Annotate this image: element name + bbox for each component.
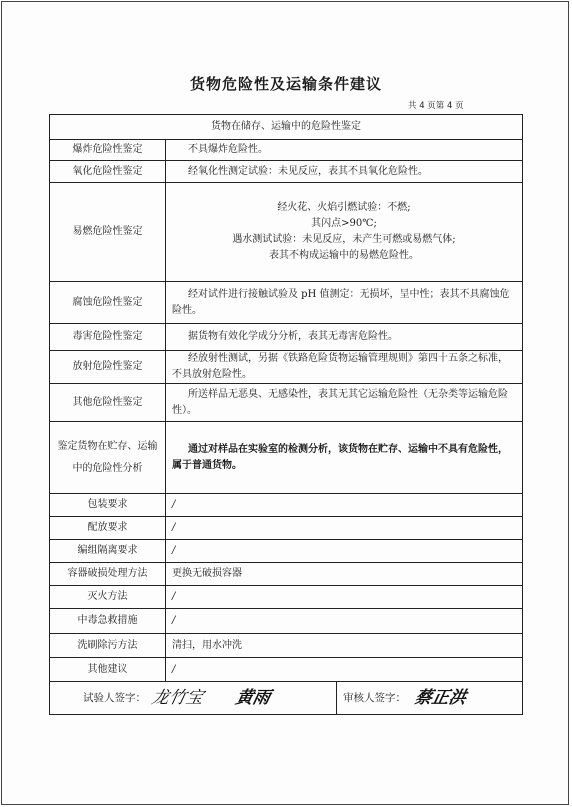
conclusion-value: 通过对样品在实验室的检测分析，该货物在贮存、运输中不具有危险性，属于普通货物。: [166, 422, 523, 494]
table-row: [50, 161, 523, 183]
other-hazard-label: 其他危险性鉴定: [50, 384, 166, 422]
oxidizing-hazard-label: 氧化危险性鉴定: [50, 161, 166, 183]
packaging-requirement-value: /: [166, 494, 523, 517]
cleaning-method-value: 清扫，用水冲洗: [166, 634, 523, 658]
table-row: [50, 517, 523, 540]
table-row: [50, 183, 523, 282]
container-damage-label: 容器破损处理方法: [50, 563, 166, 586]
fire-fighting-label: 灭火方法: [50, 586, 166, 609]
table-row: [50, 384, 523, 422]
corrosive-hazard-label: 腐蚀危险性鉴定: [50, 282, 166, 324]
container-damage-value: 更换无破损容器: [166, 563, 523, 586]
other-advice-label: 其他建议: [50, 658, 166, 682]
hazard-assessment-table: [49, 114, 523, 715]
corrosive-hazard-value: 经对试件进行接触试验及 pH 值测定：无损坏，呈中性；表其不具腐蚀危险性。: [166, 282, 523, 324]
flammable-hazard-value: [166, 183, 523, 282]
toxic-hazard-label: 毒害危险性鉴定: [50, 324, 166, 351]
table-row: [50, 586, 523, 609]
table-row: [50, 658, 523, 682]
section-header-row: [50, 115, 523, 140]
stowage-requirement-value: /: [166, 517, 523, 540]
table-row: [50, 609, 523, 634]
other-advice-value: /: [166, 658, 523, 682]
oxidizing-hazard-value: 经氧化性测定试验：未见反应，表其不具氧化危险性。: [166, 161, 523, 183]
table-row: [50, 140, 523, 161]
flammable-line: 表其不构成运输中的易燃危险性。: [269, 250, 419, 261]
signature-cell: [50, 682, 523, 715]
flammable-hazard-label: 易燃危险性鉴定: [50, 183, 166, 282]
signature-row: [50, 682, 523, 715]
flammable-line: 其闪点>90℃;: [311, 218, 377, 229]
table-row: [50, 494, 523, 517]
page-number: 共 4 页第 4 页: [408, 101, 464, 111]
signature-divider: [336, 682, 337, 714]
packaging-requirement-label: 包装要求: [50, 494, 166, 517]
conclusion-label: 鉴定货物在贮存、运输中的危险性分析: [50, 422, 166, 494]
table-row: [50, 634, 523, 658]
other-hazard-value: 所送样品无恶臭、无感染性，表其无其它运输危险性（无杂类等运输危险性）。: [166, 384, 523, 422]
flammable-line: 经火花、火焰引燃试验：不燃;: [277, 202, 411, 213]
segregation-requirement-label: 编组隔离要求: [50, 540, 166, 563]
stowage-requirement-label: 配放要求: [50, 517, 166, 540]
table-row: [50, 563, 523, 586]
table-row: [50, 351, 523, 384]
fire-fighting-value: /: [166, 586, 523, 609]
table-row: [50, 422, 523, 494]
radioactive-hazard-value: 经放射性测试，另据《铁路危险货物运输管理规则》第四十五条之标准，不具放射危险性。: [166, 351, 523, 384]
radioactive-hazard-label: 放射危险性鉴定: [50, 351, 166, 384]
explosive-hazard-value: 不具爆炸危险性。: [166, 140, 523, 161]
table-row: [50, 540, 523, 563]
tester-signature-label: 试验人签字：: [83, 692, 146, 704]
reviewer-signature: 蔡正洪: [412, 688, 469, 708]
segregation-requirement-value: /: [166, 540, 523, 563]
first-aid-value: /: [166, 609, 523, 634]
signature-bar: [50, 682, 522, 714]
first-aid-label: 中毒急救措施: [50, 609, 166, 634]
table-row: [50, 324, 523, 351]
toxic-hazard-value: 据货物有效化学成分分析，表其无毒害危险性。: [166, 324, 523, 351]
reviewer-signature-label: 审核人签字：: [343, 692, 406, 704]
document-title: 货物危险性及运输条件建议: [189, 75, 382, 93]
tester-signature-1: 龙竹宝: [149, 688, 206, 708]
explosive-hazard-label: 爆炸危险性鉴定: [50, 140, 166, 161]
table-row: [50, 282, 523, 324]
section-header: 货物在储存、运输中的危险性鉴定: [50, 115, 523, 140]
flammable-line: 遇水测试试验：未见反应，未产生可燃或易燃气体;: [232, 234, 456, 245]
tester-signature-2: 黄雨: [233, 688, 273, 708]
cleaning-method-label: 洗刷除污方法: [50, 634, 166, 658]
